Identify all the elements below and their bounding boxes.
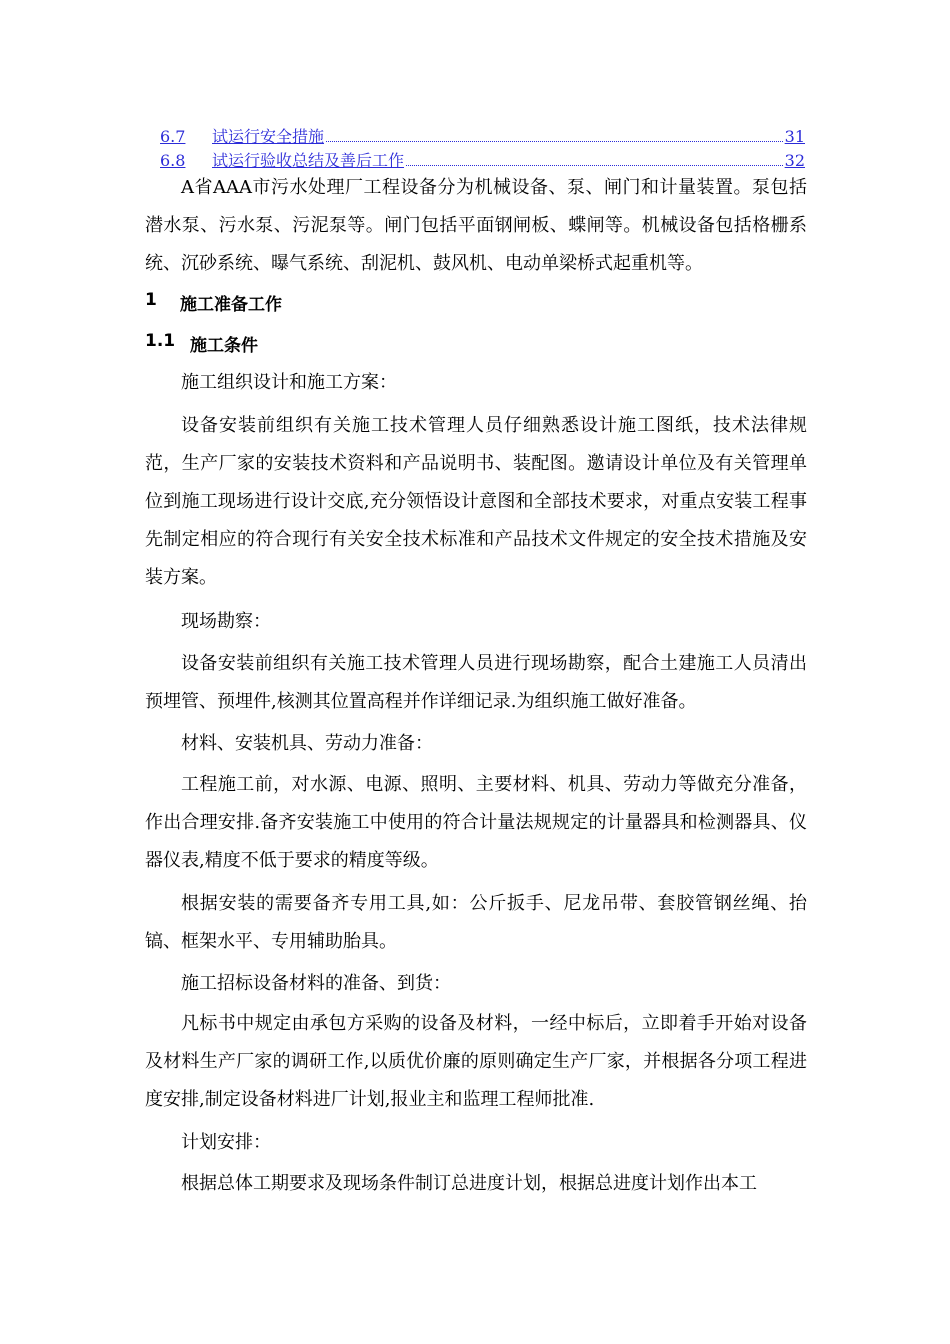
subheading-procurement: 施工招标设备材料的准备、到货：	[181, 973, 451, 994]
subheading-design-plan: 施工组织设计和施工方案：	[181, 372, 397, 393]
toc-leader-dots	[406, 164, 783, 166]
table-of-contents	[160, 127, 805, 175]
section-heading-1	[145, 290, 282, 315]
section-number: 1	[145, 290, 157, 310]
toc-entry-page[interactable]: 31	[784, 127, 805, 146]
toc-entry[interactable]	[160, 127, 805, 151]
section-title: 施工准备工作	[180, 295, 282, 315]
toc-leader-dots	[326, 140, 783, 142]
paragraph-schedule: 根据总体工期要求及现场条件制订总进度计划，根据总进度计划作出本工	[181, 1173, 757, 1194]
toc-entry-number[interactable]: 6.8	[160, 151, 186, 170]
section-title: 施工条件	[190, 336, 258, 356]
subheading-materials: 材料、安装机具、劳动力准备：	[181, 733, 433, 754]
section-heading-1-1	[145, 331, 258, 356]
paragraph-materials: 工程施工前，对水源、电源、照明、主要材料、机具、劳动力等做充分准备，作出合理安排.备齐安装施工中使用的符合计量法规规定的计量器具和检测器具、仪器仪表,精度不低于要求的精度等级。	[145, 774, 807, 871]
paragraph-design-plan: 设备安装前组织有关施工技术管理人员仔细熟悉设计施工图纸，技术法律规范，生产厂家的安装技术资料和产品说明书、装配图。邀请设计单位及有关管理单位到施工现场进行设计交底,充分领悟设计意图和全部技术要求，对重点安装工程事先制定相应的符合现行有关安全技术标准和产品技术文件规定的安全技术措施及安装方案。	[145, 415, 807, 588]
toc-entry-page[interactable]: 32	[784, 151, 805, 170]
intro-paragraph: A省AAA市污水处理厂工程设备分为机械设备、泵、闸门和计量装置。泵包括潜水泵、污水泵、污泥泵等。闸门包括平面钢闸板、蝶闸等。机械设备包括格栅系统、沉砂系统、曝气系统、刮泥机、鼓风机、电动单梁桥式起重机等。	[145, 177, 807, 274]
section-number: 1.1	[145, 331, 176, 351]
paragraph-site-survey: 设备安装前组织有关施工技术管理人员进行现场勘察，配合土建施工人员清出预埋管、预埋件,核测其位置高程并作详细记录.为组织施工做好准备。	[145, 653, 807, 712]
toc-entry-number[interactable]: 6.7	[160, 127, 186, 146]
paragraph-procurement: 凡标书中规定由承包方采购的设备及材料，一经中标后，立即着手开始对设备及材料生产厂家的调研工作,以质优价廉的原则确定生产厂家，并根据各分项工程进度安排,制定设备材料进厂计划,报业主和监理工程师批准.	[145, 1013, 807, 1110]
subheading-schedule: 计划安排：	[181, 1132, 271, 1153]
toc-entry-title[interactable]: 试运行验收总结及善后工作	[212, 151, 405, 170]
toc-entry-title[interactable]: 试运行安全措施	[212, 127, 325, 146]
paragraph-tools: 根据安装的需要备齐专用工具,如：公斤扳手、尼龙吊带、套胶管钢丝绳、抬镐、框架水平、专用辅助胎具。	[145, 893, 807, 952]
subheading-site-survey: 现场勘察：	[181, 611, 271, 632]
